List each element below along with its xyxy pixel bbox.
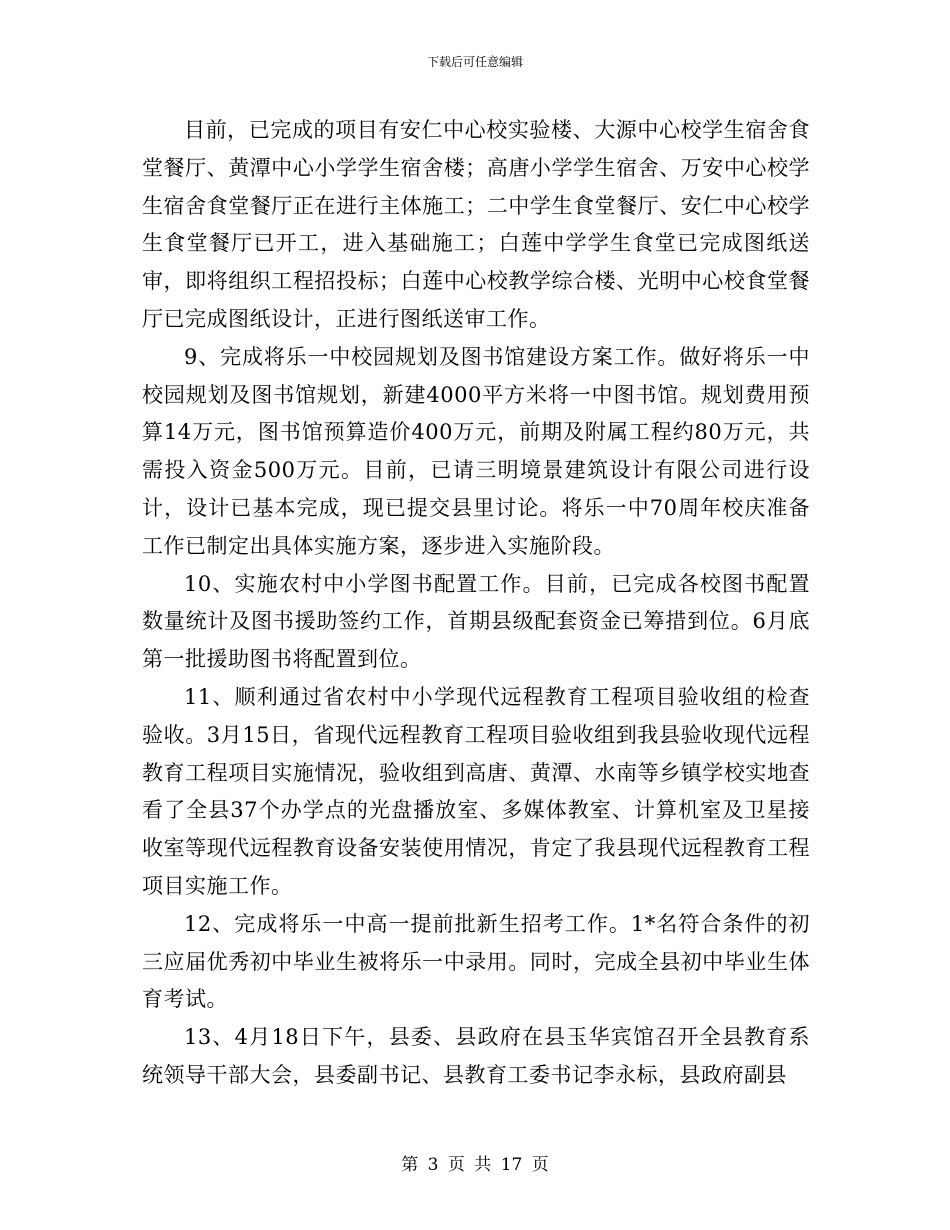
paragraph-item-12: 12、完成将乐一中高一提前批新生招考工作。1*名符合条件的初三应届优秀初中毕业生被将乐一中录用。同时，完成全县初中毕业生体育考试。 [142,911,810,1012]
page-header: 下载后可任意编辑 [426,55,523,69]
paragraph-item-11: 11、顺利通过省农村中小学现代远程教育工程项目验收组的检查验收。3月15日，省现代远程教育工程项目验收组到我县验收现代远程教育工程项目实施情况，验收组到高唐、黄潭、水南等乡镇学校实地查看了全县37个办学点的光盘播放室、多媒体教室、计算机室及卫星接收室等现代远程教育设备安装使用情况，肯定了我县现代远程教育工程项目实施工作。 [142,684,810,898]
paragraph-item-9: 9、完成将乐一中校园规划及图书馆建设方案工作。做好将乐一中校园规划及图书馆规划，新建4000平方米将一中图书馆。规划费用预算14万元，图书馆预算造价400万元，前期及附属工程约80万元，共需投入资金500万元。目前，已请三明境景建筑设计有限公司进行设计，设计已基本完成，现已提交县里讨论。将乐一中70周年校庆准备工作已制定出具体实施方案，逐步进入实施阶段。 [142,344,810,558]
paragraph-item-13: 13、4月18日下午，县委、县政府在县玉华宾馆召开全县教育系统领导干部大会，县委副书记、县教育工委书记李永标，县政府副县 [142,1025,810,1087]
paragraph-item-10: 10、实施农村中小学图书配置工作。目前，已完成各校图书配置数量统计及图书援助签约工作，首期县级配套资金已筹措到位。6月底第一批援助图书将配置到位。 [142,571,810,672]
page-number: 第 3 页 共 17 页 [401,1155,549,1175]
document-body [142,112,810,1095]
paragraph-project-progress: 目前，已完成的项目有安仁中心校实验楼、大源中心校学生宿舍食堂餐厅、黄潭中心小学学生宿舍楼；高唐小学学生宿舍、万安中心校学生宿舍食堂餐厅正在进行主体施工；二中学生食堂餐厅、安仁中心校学生食堂餐厅已开工，进入基础施工；白莲中学学生食堂已完成图纸送审，即将组织工程招投标；白莲中心校教学综合楼、光明中心校食堂餐厅已完成图纸设计，正进行图纸送审工作。 [142,118,810,331]
